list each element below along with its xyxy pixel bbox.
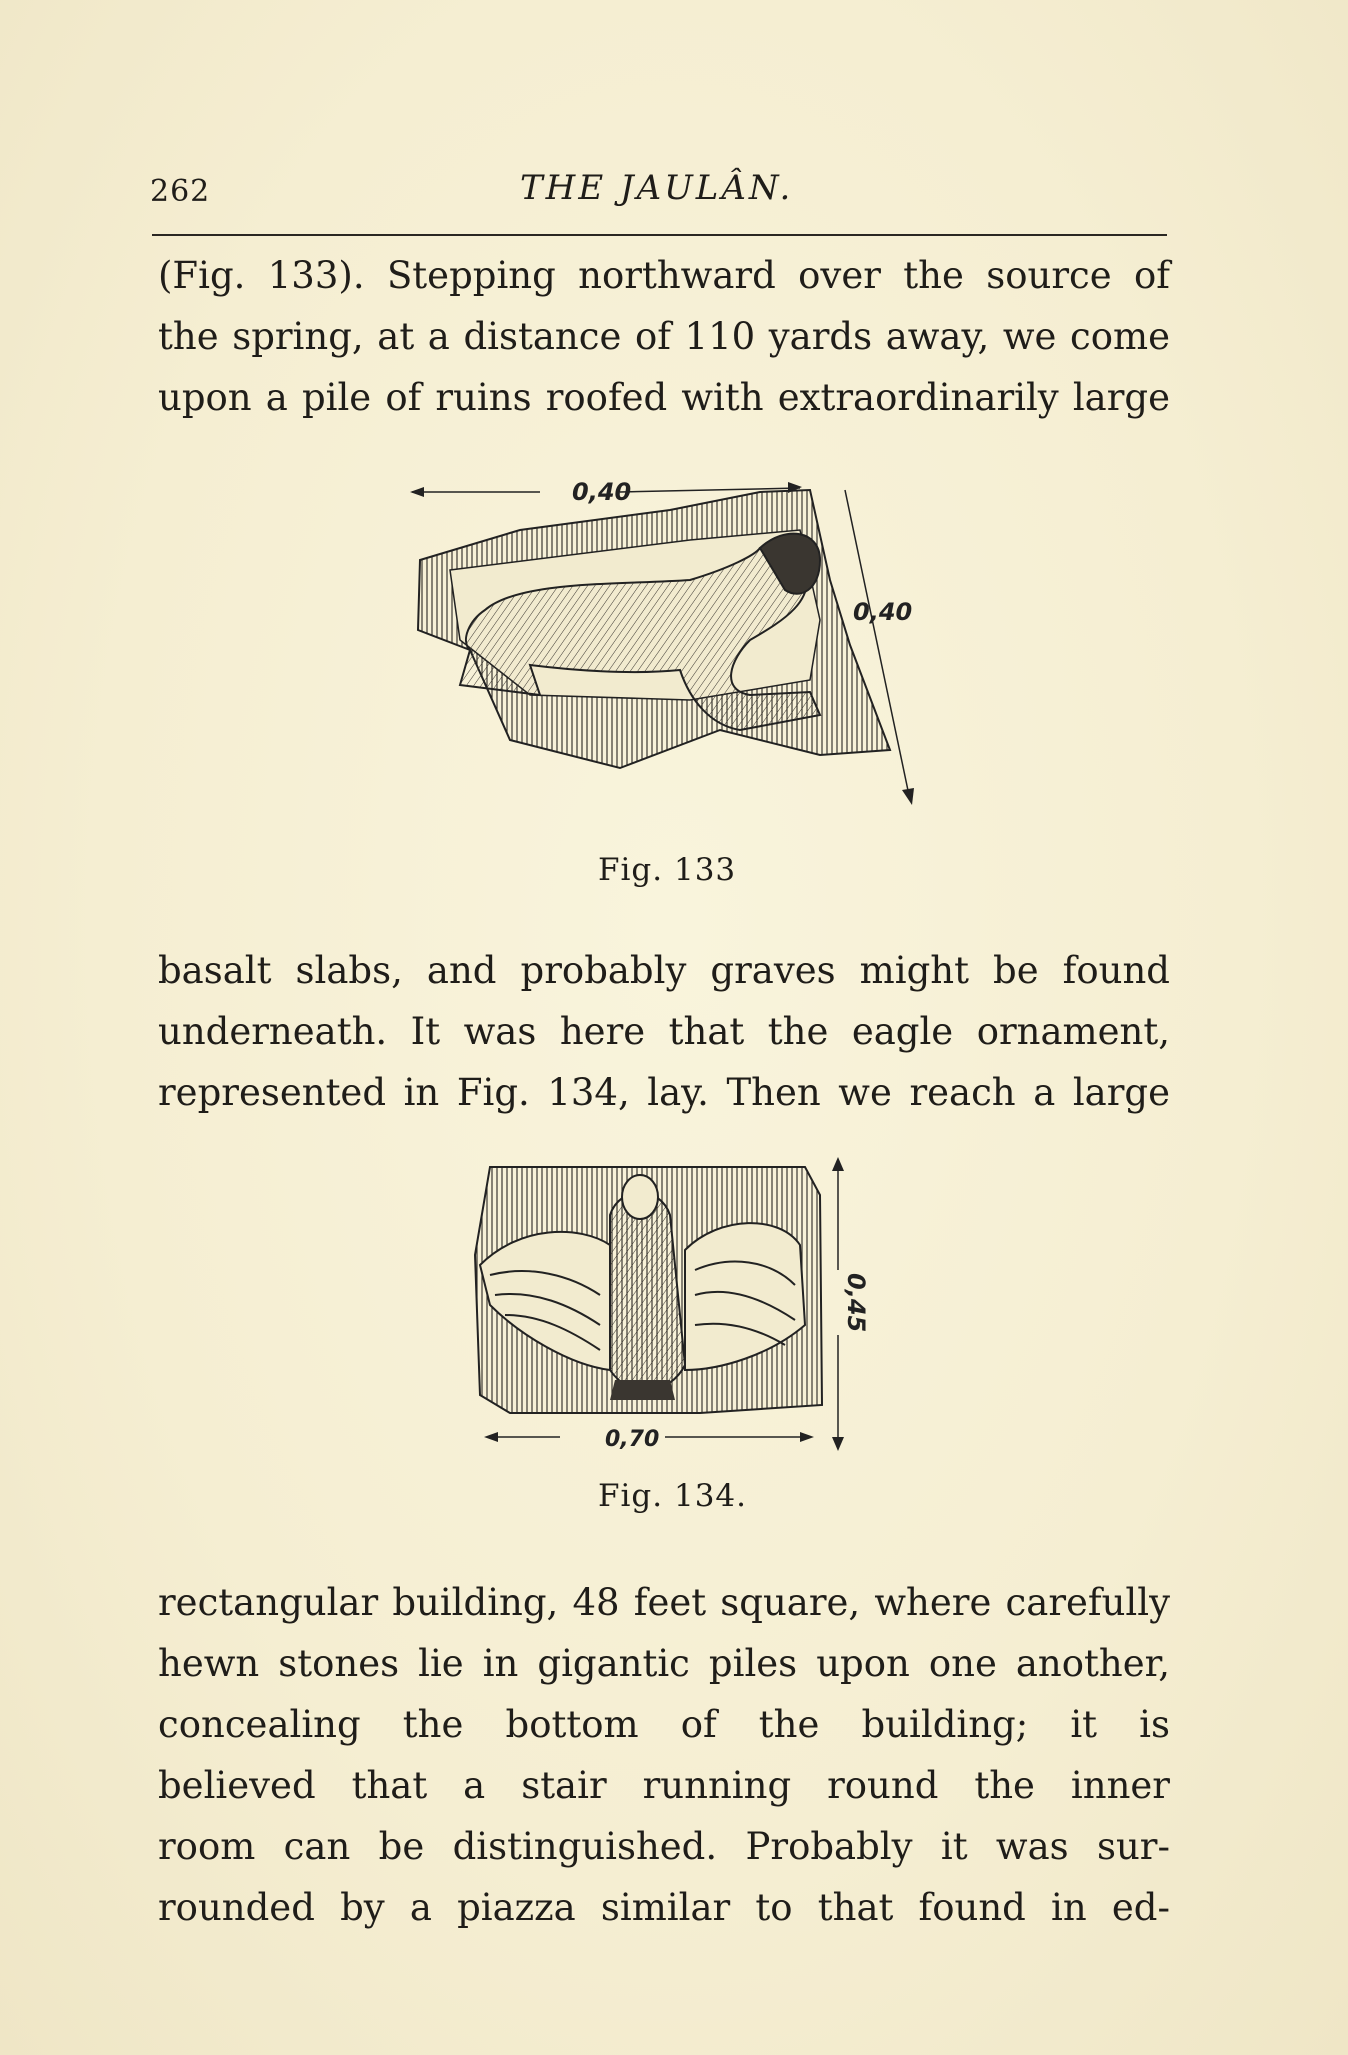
text-line: rectangular building, 48 feet square, where carefully <box>158 1581 1170 1624</box>
figure-133-caption: Fig. 133 <box>598 852 737 888</box>
paragraph-3 <box>158 1572 1170 1938</box>
text-line: believed that a stair running round the inner <box>158 1764 1170 1807</box>
text-line: (Fig. 133). Stepping northward over the source of <box>158 254 1170 297</box>
header-rule <box>152 234 1167 236</box>
figure-134-width-dimension <box>480 1420 820 1460</box>
dimension-label-height: 0,45 <box>842 1273 870 1333</box>
dimension-label-height: 0,40 <box>853 598 913 626</box>
figure-134-eagle-ornament <box>460 1155 870 1455</box>
text-line: represented in Fig. 134, lay. Then we reach a large <box>158 1071 1170 1114</box>
text-line: basalt slabs, and probably graves might be found <box>158 949 1170 992</box>
lion-relief-engraving <box>390 470 930 820</box>
dimension-label-width: 0,70 <box>605 1427 660 1452</box>
figure-133-lion-relief <box>390 470 930 820</box>
dimension-label-width: 0,40 <box>572 478 632 506</box>
text-line: room can be distinguished. Probably it was sur- <box>158 1825 1170 1868</box>
text-line: upon a pile of ruins roofed with extraordinarily large <box>158 376 1170 419</box>
text-line: hewn stones lie in gigantic piles upon one another, <box>158 1642 1170 1685</box>
running-title: THE JAULÂN. <box>520 168 794 208</box>
paragraph-1 <box>158 245 1170 428</box>
text-line: concealing the bottom of the building; it is <box>158 1703 1170 1746</box>
figure-134-caption: Fig. 134. <box>598 1478 747 1514</box>
page-header <box>150 168 1170 218</box>
paragraph-2 <box>158 940 1170 1123</box>
text-line: rounded by a piazza similar to that found in ed- <box>158 1886 1170 1929</box>
eagle-ornament-engraving <box>460 1155 870 1455</box>
text-line: underneath. It was here that the eagle ornament, <box>158 1010 1170 1053</box>
page-number: 262 <box>150 174 211 209</box>
text-line: the spring, at a distance of 110 yards away, we come <box>158 315 1170 358</box>
